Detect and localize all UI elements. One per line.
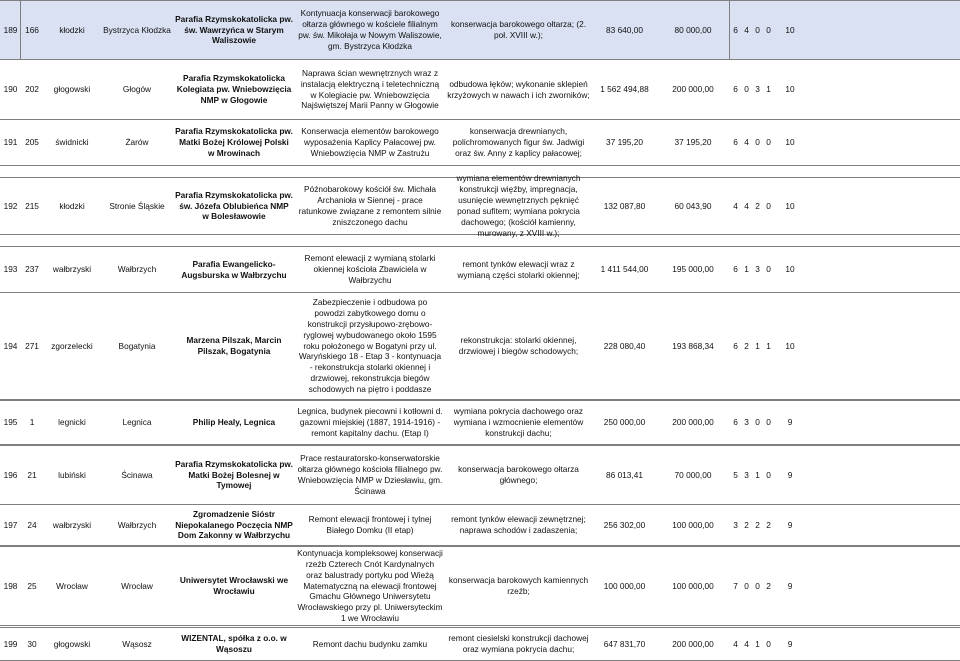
cell-beneficjent: Parafia Rzymskokatolicka Kolegiata pw. Wniebowzięcia NMP w Głogowie: [176, 73, 292, 105]
cell-zakres: odbudowa łęków; wykonanie sklepień krzyżowych w nawach i ich zworników;: [447, 78, 590, 100]
cell-score-2: 4: [744, 24, 749, 35]
cell-kwota-dotacji: 200 000,00: [672, 84, 714, 95]
cell-nr: 215: [25, 200, 39, 211]
cell-score-sum: 10: [785, 84, 795, 95]
cell-tytul: Późnobarokowy kościół św. Michała Archanioła w Siennej - prace ratunkowe związane z remontem silnie zniszczonego dachu: [298, 184, 442, 227]
cell-score-2: 1: [744, 264, 749, 275]
cell-score-4: 0: [766, 264, 771, 275]
cell-kwota-calkowita: 228 080,40: [603, 340, 646, 351]
cell-lp: 193: [3, 264, 18, 275]
cell-beneficjent: Parafia Rzymskokatolicka pw. Matki Bożej Bolesnej w Tymowej: [175, 458, 293, 491]
cell-score-2: 2: [744, 519, 749, 530]
cell-nr: 25: [27, 580, 37, 591]
cell-tytul: Konserwacja elementów barokowego wyposażenia Kaplicy Pałacowej pw. Wniebowzięcia NMP w Zastrużu: [301, 126, 439, 158]
table-row: [0, 627, 960, 661]
cell-score-4: 0: [766, 200, 771, 211]
cell-score-2: 3: [744, 469, 749, 480]
cell-beneficjent: Parafia Rzymskokatolicka pw. św. Wawrzyńca w Starym Waliszowie: [175, 13, 293, 46]
cell-kwota-dotacji: 70 000,00: [674, 469, 712, 480]
cell-score-4: 0: [766, 137, 771, 148]
cell-score-2: 4: [744, 137, 749, 148]
cell-kwota-dotacji: 37 195,20: [674, 137, 712, 148]
cell-gmina: Wrocław: [121, 580, 153, 591]
cell-zakres: remont ciesielski konstrukcji dachowej oraz wymiana pokrycia dachu;: [448, 633, 589, 654]
cell-zakres: remont tynków elewacji wraz z wymianą części stolarki okiennej;: [457, 258, 580, 280]
cell-gmina: Ścinawa: [121, 469, 153, 480]
cell-kwota-calkowita: 86 013,41: [606, 469, 643, 480]
cell-kwota-calkowita: 1 562 494,88: [600, 84, 649, 95]
cell-score-1: 4: [733, 638, 738, 649]
table-row: [0, 445, 960, 505]
cell-score-4: 0: [766, 417, 771, 428]
cell-beneficjent: Uniwersytet Wrocławski we Wrocławiu: [179, 575, 289, 596]
cell-score-4: 1: [766, 340, 771, 351]
cell-score-1: 6: [733, 417, 738, 428]
cell-gmina: Bogatynia: [118, 340, 156, 351]
cell-score-4: 0: [766, 24, 771, 35]
cell-score-3: 2: [755, 519, 760, 530]
table-row: [0, 400, 960, 445]
cell-powiat: legnicki: [58, 417, 86, 428]
cell-tytul: Legnica, budynek piecowni i kotłowni d. gazowni miejskiej (1887, 1914-1916) - remont kapitalny dachu. (Etap I): [297, 406, 443, 438]
cell-powiat: wałbrzyski: [52, 264, 92, 275]
cell-powiat: świdnicki: [55, 137, 89, 148]
cell-score-sum: 9: [787, 417, 793, 428]
cell-lp: 198: [3, 580, 18, 591]
cell-zakres: konserwacja barokowego ołtarza; (2. poł. XVIII w.);: [450, 19, 587, 40]
cell-score-sum: 9: [787, 519, 793, 530]
cell-zakres: konserwacja barokowych kamiennych rzeźb;: [448, 575, 589, 596]
cell-score-4: 2: [766, 519, 771, 530]
cell-score-3: 1: [755, 469, 760, 480]
cell-score-4: 0: [766, 638, 771, 649]
cell-gmina: Legnica: [122, 417, 152, 428]
cell-nr: 205: [25, 137, 39, 148]
cell-tytul: Remont elewacji z wymianą stolarki okiennej kościoła Zbawiciela w Wałbrzychu: [304, 253, 436, 285]
cell-powiat: głogowski: [53, 84, 91, 95]
cell-score-1: 3: [733, 519, 738, 530]
cell-powiat: Wrocław: [56, 580, 88, 591]
cell-kwota-dotacji: 200 000,00: [672, 638, 714, 649]
cell-zakres: remont tynków elewacji zewnętrznej; naprawa schodów i zadaszenia;: [451, 514, 586, 535]
cell-kwota-dotacji: 193 868,34: [672, 340, 714, 351]
cell-lp: 189: [3, 24, 18, 35]
cell-beneficjent: Parafia Ewangelicko-Augsburska w Wałbrzychu: [181, 258, 287, 280]
cell-score-sum: 10: [785, 24, 795, 35]
cell-score-sum: 9: [787, 638, 793, 649]
cell-nr: 271: [25, 340, 39, 351]
cell-kwota-calkowita: 647 831,70: [603, 638, 646, 649]
cell-gmina: Wałbrzych: [117, 264, 157, 275]
cell-score-3: 1: [755, 340, 760, 351]
column-divider: [729, 1, 730, 59]
cell-zakres: rekonstrukcja: stolarki okiennej, drzwiowej i biegów schodowych;: [458, 335, 579, 356]
cell-beneficjent: Philip Healy, Legnica: [192, 417, 276, 428]
cell-kwota-dotacji: 80 000,00: [674, 24, 712, 35]
cell-score-3: 0: [755, 580, 760, 591]
cell-score-1: 6: [733, 264, 738, 275]
cell-nr: 1: [29, 417, 35, 428]
cell-score-sum: 9: [787, 469, 793, 480]
cell-powiat: kłodzki: [59, 24, 85, 35]
cell-powiat: głogowski: [53, 638, 91, 649]
cell-kwota-dotacji: 200 000,00: [672, 417, 714, 428]
cell-kwota-calkowita: 83 640,00: [606, 24, 643, 35]
cell-score-1: 5: [733, 469, 738, 480]
cell-gmina: Wałbrzych: [117, 519, 157, 530]
cell-tytul: Naprawa ścian wewnętrznych wraz z instalacją elektryczną i teletechniczną w Kolegiacie pw. Wniebowzięcia Najświętszej Marii Panny w Głogowie: [300, 67, 440, 111]
cell-kwota-calkowita: 132 087,80: [603, 200, 646, 211]
cell-kwota-calkowita: 100 000,00: [603, 580, 646, 591]
cell-score-3: 0: [755, 417, 760, 428]
cell-gmina: Wąsosz: [122, 638, 152, 649]
cell-tytul: Remont dachu budynku zamku: [312, 638, 428, 649]
cell-lp: 192: [3, 200, 18, 211]
table-row: [0, 119, 960, 166]
cell-powiat: kłodzki: [59, 200, 85, 211]
cell-lp: 195: [3, 417, 18, 428]
cell-score-4: 2: [766, 580, 771, 591]
cell-powiat: lubiński: [58, 469, 86, 480]
table-row: [0, 173, 960, 238]
cell-powiat: wałbrzyski: [52, 519, 92, 530]
cell-score-1: 4: [733, 200, 738, 211]
cell-lp: 199: [3, 638, 18, 649]
cell-score-3: 3: [755, 84, 760, 95]
table-row: [0, 292, 960, 400]
cell-lp: 194: [3, 340, 18, 351]
cell-kwota-calkowita: 37 195,20: [606, 137, 643, 148]
table-row: [0, 246, 960, 293]
cell-score-3: 1: [755, 638, 760, 649]
cell-zakres: konserwacja barokowego ołtarza głównego;: [458, 464, 579, 485]
cell-beneficjent: Zgromadzenie Sióstr Niepokalanego Poczęcia NMP Dom Zakonny w Wałbrzychu: [175, 508, 293, 541]
cell-kwota-dotacji: 100 000,00: [672, 519, 714, 530]
cell-score-2: 3: [744, 417, 749, 428]
cell-score-3: 2: [755, 200, 760, 211]
cell-tytul: Kontynuacja konserwacji barokowego ołtarza głównego w kościele filialnym pw. św. Mikołaja w Nowym Waliszowie, gm. Bystrzyca Kłodzka: [298, 8, 442, 51]
cell-lp: 191: [3, 137, 18, 148]
cell-score-4: 1: [766, 84, 771, 95]
cell-lp: 197: [3, 519, 18, 530]
cell-powiat: zgorzelecki: [51, 340, 93, 351]
cell-score-2: 2: [744, 340, 749, 351]
table-row: [0, 546, 960, 626]
cell-nr: 202: [25, 84, 39, 95]
cell-lp: 196: [3, 469, 18, 480]
cell-score-1: 7: [733, 580, 738, 591]
cell-tytul: Prace restauratorsko-konserwatorskie ołtarza głównego kościoła filialnego pw. Wniebowzięcia NMP w Dziesławiu, gm. Ścinawa: [297, 453, 443, 496]
cell-nr: 237: [25, 264, 39, 275]
cell-nr: 24: [27, 519, 37, 530]
cell-tytul: Zabezpieczenie i odbudowa po powodzi zabytkowego domu o konstrukcji przysłupowo-zrębowo-ryglowej wybudowanego około 1595 roku położonego w Bogatyni przy ul. Waryńskiego 18 - Etap 3 - kontynuacja - rekonstrukcja stolarki okiennej i drzwiowej, rekonstrukcja biegów schodowych na piętro i poddasze: [298, 296, 442, 395]
cell-zakres: konserwacja drewnianych, polichromowanych figur św. Jadwigi oraz św. Anny z kaplicy pałacowej;: [452, 126, 585, 158]
cell-beneficjent: WIZENTAL, spółka z o.o. w Wąsoszu: [181, 633, 287, 654]
cell-kwota-calkowita: 1 411 544,00: [600, 264, 649, 275]
cell-score-3: 3: [755, 264, 760, 275]
cell-score-sum: 10: [785, 137, 795, 148]
cell-score-2: 4: [744, 200, 749, 211]
cell-score-1: 6: [733, 24, 738, 35]
cell-nr: 166: [25, 24, 39, 35]
table-row: [0, 0, 960, 60]
cell-zakres: wymiana elementów drewnianych konstrukcji więźby, impregnacja, usunięcie wewnętrznych pęknięć ponad sufitem; wymiana pokrycia dachowego; (kościół kamienny, murowany, z XVIII w.);: [456, 173, 581, 238]
cell-score-3: 0: [755, 137, 760, 148]
cell-score-1: 6: [733, 84, 738, 95]
cell-tytul: Kontynuacja kompleksowej konserwacji rzeźb Czterech Cnót Kardynalnych oraz balustrady portyku pod Wieżą Matematyczną na elewacji frontowej Gmachu Głównego Uniwersytetu Wrocławskiego przy pl. Uniwersyteckim 1 we Wrocławiu: [297, 547, 443, 624]
cell-lp: 190: [3, 84, 18, 95]
cell-score-sum: 10: [785, 200, 795, 211]
cell-nr: 30: [27, 638, 37, 649]
cell-score-1: 6: [733, 137, 738, 148]
cell-kwota-dotacji: 60 043,90: [674, 200, 712, 211]
cell-beneficjent: Parafia Rzymskokatolicka pw. św. Józefa Oblubieńca NMP w Bolesławowie: [175, 189, 293, 222]
table-row: [0, 59, 960, 120]
cell-gmina: Stronie Śląskie: [109, 200, 165, 211]
cell-score-sum: 10: [785, 340, 795, 351]
cell-score-sum: 10: [785, 264, 795, 275]
cell-tytul: Remont elewacji frontowej i tylnej Białego Domku (II etap): [308, 514, 432, 535]
table-row: [0, 504, 960, 546]
cell-beneficjent: Parafia Rzymskokatolicka pw. Matki Bożej Królowej Polski w Mrowinach: [175, 126, 293, 158]
cell-score-1: 6: [733, 340, 738, 351]
cell-nr: 21: [27, 469, 37, 480]
cell-score-4: 0: [766, 469, 771, 480]
cell-score-sum: 9: [787, 580, 793, 591]
cell-gmina: Głogów: [122, 84, 152, 95]
cell-score-2: 0: [744, 580, 749, 591]
cell-score-2: 0: [744, 84, 749, 95]
cell-zakres: wymiana pokrycia dachowego oraz wymiana i wzmocnienie elementów konstrukcji dachu;: [453, 406, 584, 438]
cell-beneficjent: Marzena Pilszak, Marcin Pilszak, Bogatynia: [186, 335, 282, 356]
column-divider: [20, 1, 21, 59]
cell-score-2: 4: [744, 638, 749, 649]
cell-gmina: Żarów: [125, 137, 149, 148]
cell-kwota-calkowita: 256 302,00: [603, 519, 646, 530]
cell-kwota-dotacji: 195 000,00: [672, 264, 714, 275]
cell-kwota-calkowita: 250 000,00: [603, 417, 646, 428]
cell-gmina: Bystrzyca Kłodzka: [103, 24, 171, 35]
cell-kwota-dotacji: 100 000,00: [672, 580, 714, 591]
cell-score-3: 0: [755, 24, 760, 35]
